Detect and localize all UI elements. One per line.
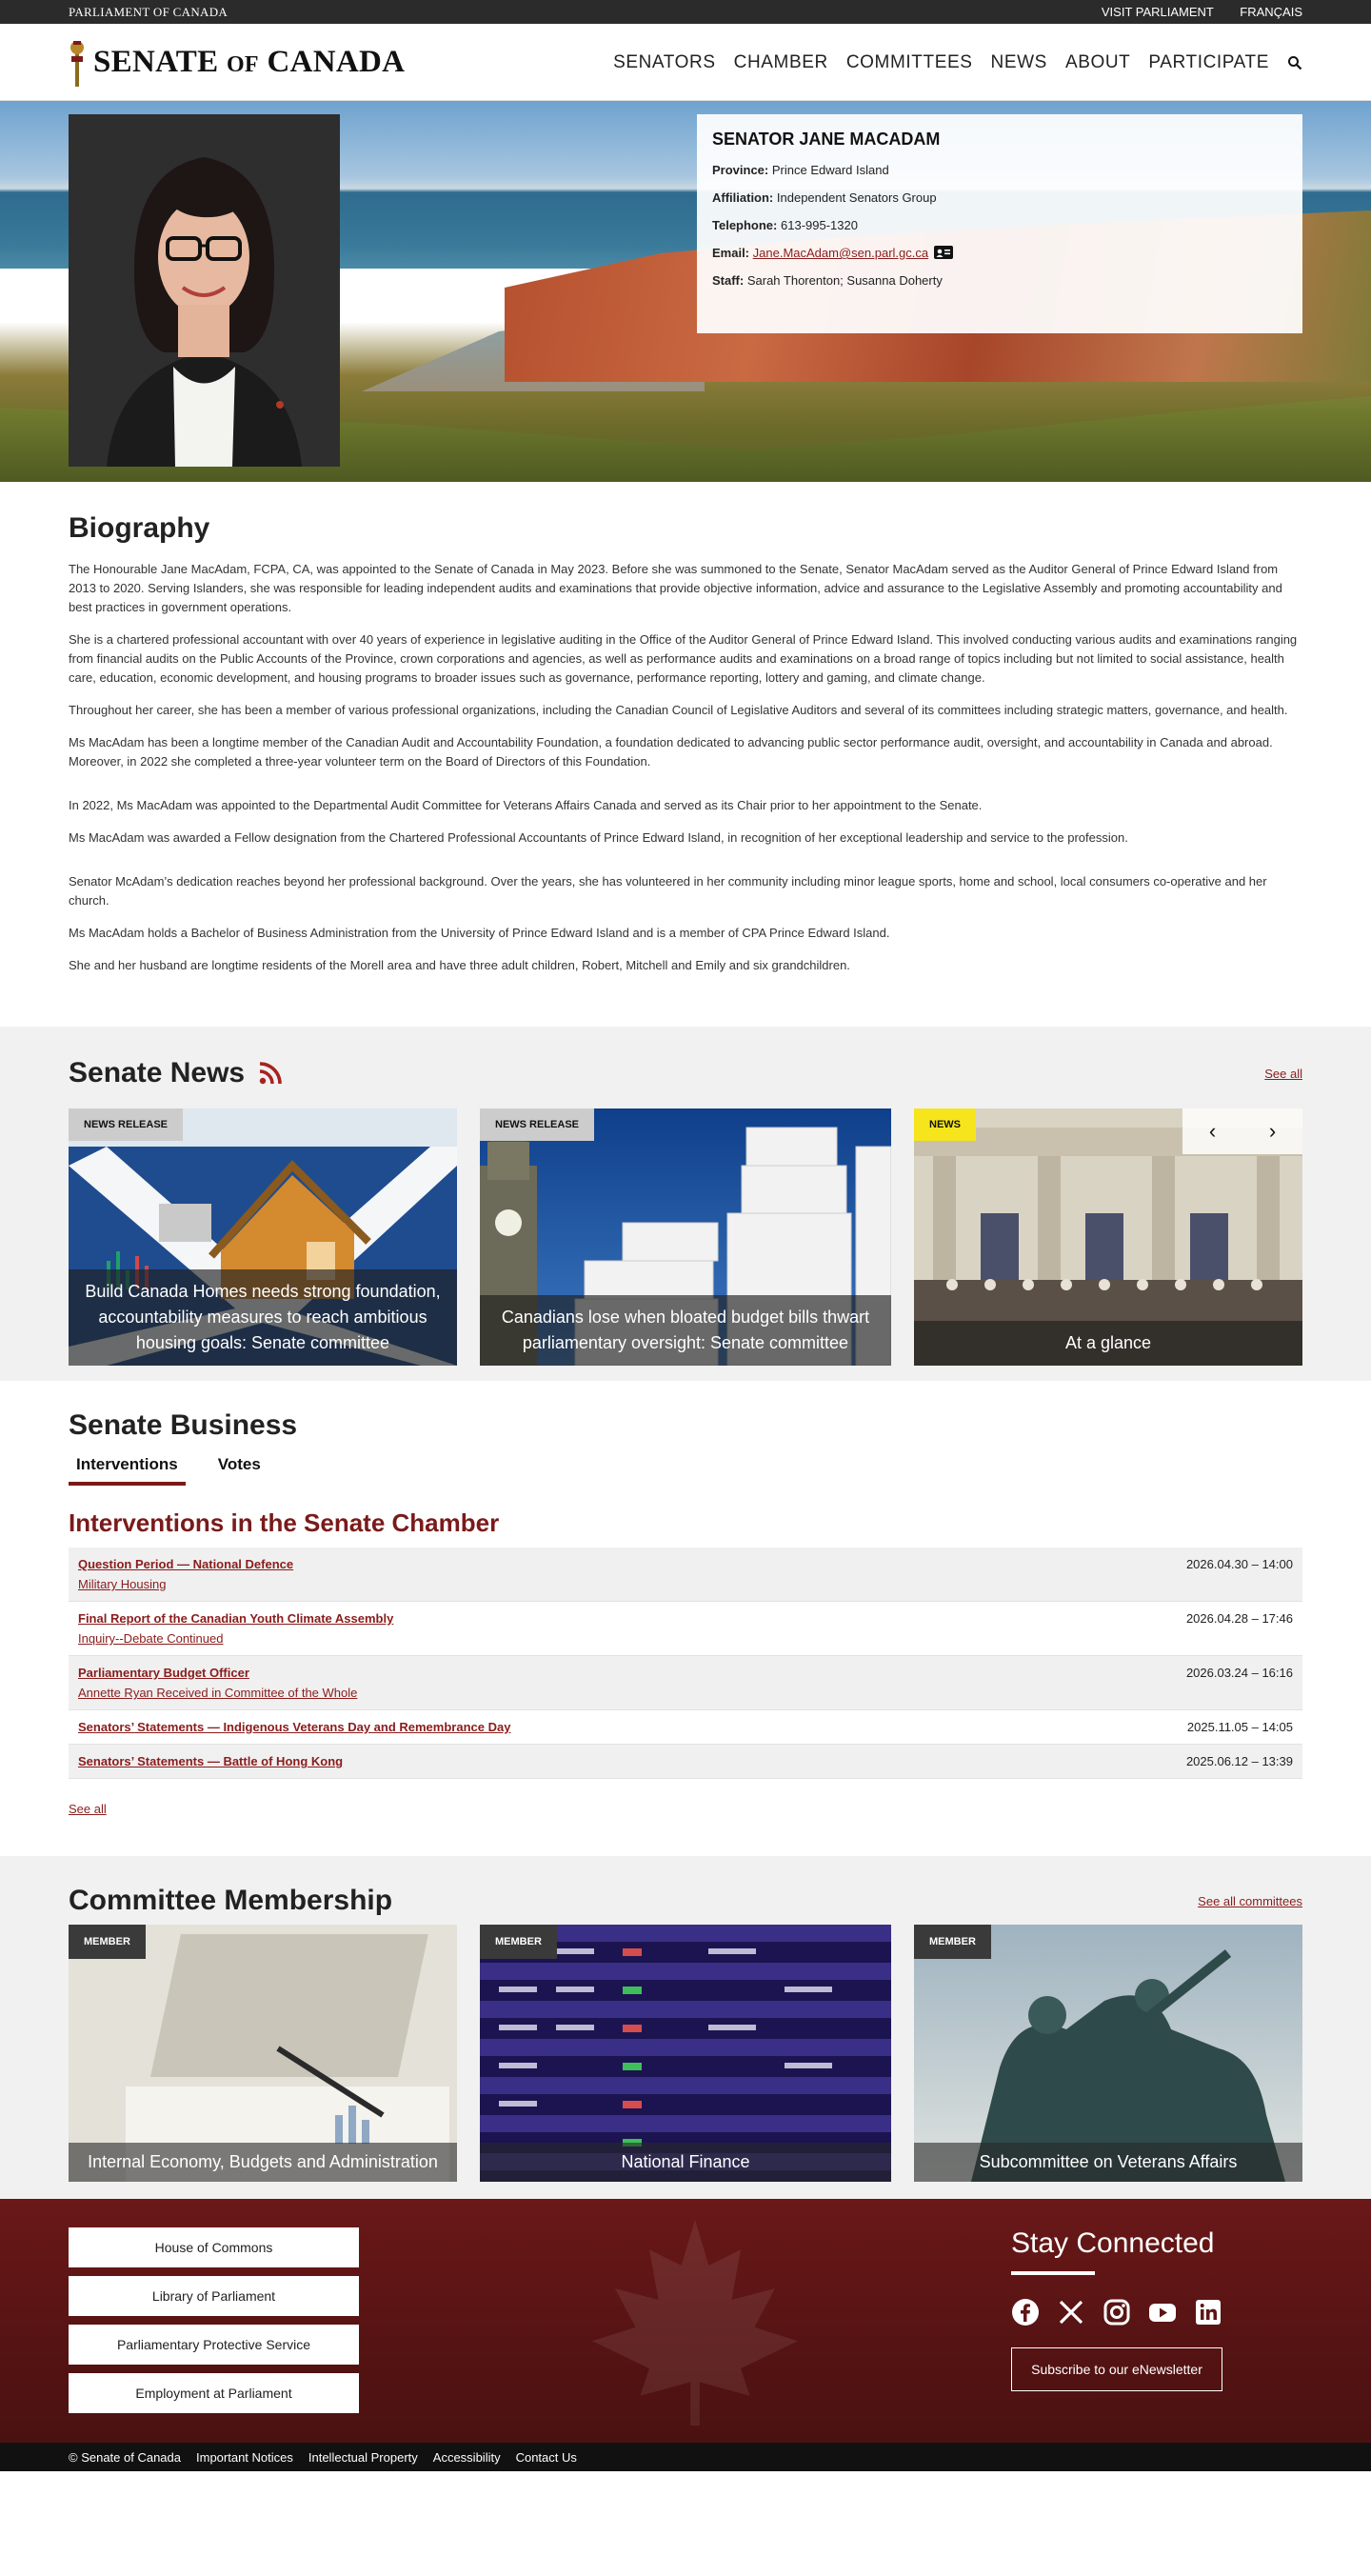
- news-card[interactable]: [480, 1108, 891, 1366]
- committee-card[interactable]: [480, 1925, 891, 2182]
- news-badge: NEWS RELEASE: [69, 1108, 183, 1141]
- intervention-row: [69, 1656, 1302, 1710]
- news-heading: [69, 1057, 283, 1089]
- affiliation-label: Affiliation:: [712, 190, 774, 205]
- intervention-title-link[interactable]: Parliamentary Budget Officer: [78, 1666, 249, 1680]
- committee-membership-section: [0, 1856, 1371, 2199]
- parliament-brand[interactable]: PARLIAMENT OF CANADA: [69, 4, 228, 19]
- intervention-date: 2025.11.05 – 14:05: [1186, 1720, 1293, 1734]
- instagram-icon[interactable]: [1103, 2298, 1131, 2326]
- tab-votes[interactable]: Votes: [217, 1455, 261, 1473]
- logo-word-of: OF: [226, 52, 259, 77]
- news-see-all-link[interactable]: See all: [1264, 1066, 1302, 1081]
- news-badge: NEWS RELEASE: [480, 1108, 594, 1141]
- committee-card[interactable]: [69, 1925, 457, 2182]
- facebook-icon[interactable]: [1011, 2298, 1040, 2326]
- bio-paragraph: She is a chartered professional accountant with over 40 years of experience in legislative auditing in the Office of the Auditor General of Prince Edward Island. This involved conducting various audits and examinations ranging from financial audits on the Public Accounts of the Province, crown corporations and agencies, as well as performance audits and examinations on a broad range of topics including but not limited to social assistance, health care, education, economic development, and housing programs to broader issues such as governance, performance reporting, lottery and gaming, and climate change.: [69, 632, 1298, 685]
- senate-business-section: [0, 1381, 1371, 1856]
- chevron-right-icon[interactable]: ›: [1268, 1119, 1277, 1143]
- contact-us-link[interactable]: Contact Us: [515, 2449, 577, 2465]
- intervention-row: [69, 1548, 1302, 1602]
- bio-paragraph: Senator McAdam’s dedication reaches beyond her professional background. Over the years, she has volunteered in her community including minor league sports, home and school, local consumers co-operative and her church.: [69, 874, 1267, 908]
- telephone-value: 613-995-1320: [781, 218, 858, 232]
- mace-icon: [69, 39, 86, 87]
- stay-connected-title: Stay Connected: [1011, 2227, 1215, 2259]
- portrait-illustration: [69, 114, 340, 467]
- bio-paragraph: Ms MacAdam holds a Bachelor of Business Administration from the University of Prince Edward Island and is a member of CPA Prince Edward Island.: [69, 926, 890, 940]
- province-row: [712, 163, 1287, 177]
- committee-card-caption[interactable]: Internal Economy, Budgets and Administration: [69, 2143, 457, 2182]
- committee-card-caption[interactable]: National Finance: [480, 2143, 891, 2182]
- senate-news-section: [0, 1027, 1371, 1381]
- member-badge: MEMBER: [480, 1925, 557, 1959]
- email-link[interactable]: Jane.MacAdam@sen.parl.gc.ca: [752, 246, 929, 260]
- biography-section: [0, 482, 1371, 1027]
- site-header: [0, 24, 1371, 101]
- senate-logo[interactable]: [69, 39, 405, 87]
- rss-icon[interactable]: [258, 1061, 283, 1086]
- carousel-controls: [1182, 1108, 1302, 1154]
- telephone-row: [712, 218, 1287, 232]
- footer-link-house-of-commons[interactable]: House of Commons: [69, 2227, 359, 2267]
- telephone-label: Telephone:: [712, 218, 778, 232]
- intervention-date: 2025.06.12 – 13:39: [1185, 1754, 1293, 1768]
- footer-link-protective-service[interactable]: Parliamentary Protective Service: [69, 2325, 359, 2365]
- affiliation-row: [712, 190, 1287, 205]
- interventions-list: [69, 1548, 1302, 1779]
- intervention-title-link[interactable]: Question Period — National Defence: [78, 1557, 294, 1571]
- intervention-date: 2026.04.30 – 14:00: [1185, 1557, 1293, 1571]
- business-title: Senate Business: [69, 1409, 298, 1441]
- x-icon[interactable]: [1057, 2298, 1085, 2326]
- maple-leaf-watermark: [495, 2208, 895, 2437]
- intervention-date: 2026.04.28 – 17:46: [1185, 1611, 1293, 1626]
- important-notices-link[interactable]: Important Notices: [196, 2449, 293, 2465]
- bio-paragraph: Ms MacAdam has been a longtime member of the Canadian Audit and Accountability Foundation, a foundation dedicated to advancing public sector performance audit, oversight, and accountability in Canada and abroad. Moreover, in 2022 she completed a three-year volunteer term on the Board of Directors of this Foundation.: [69, 735, 1273, 769]
- biography-title: Biography: [69, 512, 210, 544]
- subscribe-newsletter-button[interactable]: Subscribe to our eNewsletter: [1011, 2347, 1222, 2391]
- news-card-caption[interactable]: At a glance: [914, 1321, 1302, 1366]
- main-nav: [613, 52, 1302, 73]
- intervention-subtitle-link[interactable]: Military Housing: [78, 1577, 167, 1591]
- province-label: Province:: [712, 163, 769, 177]
- vcard-icon[interactable]: [934, 246, 953, 259]
- news-card[interactable]: [69, 1108, 457, 1366]
- interventions-see-all-link[interactable]: See all: [69, 1802, 107, 1816]
- footer-link-library[interactable]: Library of Parliament: [69, 2276, 359, 2316]
- committee-card-caption[interactable]: Subcommittee on Veterans Affairs: [914, 2143, 1302, 2182]
- news-badge: NEWS: [914, 1108, 976, 1141]
- intervention-date: 2026.03.24 – 16:16: [1185, 1666, 1293, 1680]
- intervention-title-link[interactable]: Senators’ Statements — Indigenous Veterans Day and Remembrance Day: [78, 1720, 511, 1734]
- province-value: Prince Edward Island: [771, 163, 889, 177]
- senator-contact-card: [697, 114, 1302, 333]
- youtube-icon[interactable]: [1148, 2298, 1177, 2326]
- site-footer: [0, 2199, 1371, 2443]
- logo-word-canada: CANADA: [267, 45, 406, 79]
- nav-about[interactable]: ABOUT: [1064, 51, 1131, 72]
- bio-paragraph: Throughout her career, she has been a member of various professional organizations, including the Canadian Council of Legislative Auditors and several of its committees including strategic matters, governance, and health.: [69, 703, 1288, 717]
- intervention-title-link[interactable]: Final Report of the Canadian Youth Climate Assembly: [78, 1611, 394, 1626]
- interventions-heading: Interventions in the Senate Chamber: [69, 1508, 500, 1537]
- nav-chamber[interactable]: CHAMBER: [733, 51, 828, 72]
- bio-paragraph: Ms MacAdam was awarded a Fellow designation from the Chartered Professional Accountants of Prince Edward Island, in recognition of her exceptional leadership and service to the profession.: [69, 830, 1128, 845]
- nav-committees[interactable]: COMMITTEES: [845, 51, 973, 72]
- senate-wordmark: [93, 45, 405, 80]
- senator-hero-banner: [0, 101, 1371, 482]
- nav-participate[interactable]: PARTICIPATE: [1148, 51, 1269, 72]
- staff-label: Staff:: [712, 273, 745, 288]
- news-card-caption[interactable]: Build Canada Homes needs strong foundation, accountability measures to reach ambitious housing goals: Senate committee: [69, 1269, 457, 1366]
- search-icon[interactable]: [1287, 55, 1302, 70]
- footer-links: [69, 2227, 359, 2422]
- intervention-subtitle-link[interactable]: Annette Ryan Received in Committee of the Whole: [78, 1686, 358, 1700]
- email-label: Email:: [712, 246, 750, 260]
- accessibility-link[interactable]: Accessibility: [432, 2449, 501, 2465]
- news-card-caption[interactable]: Canadians lose when bloated budget bills thwart parliamentary oversight: Senate committee: [480, 1295, 891, 1366]
- stay-connected-divider: [1011, 2271, 1095, 2275]
- bio-paragraph: In 2022, Ms MacAdam was appointed to the Departmental Audit Committee for Veterans Affairs Canada and served as its Chair prior to her appointment to the Senate.: [69, 798, 983, 812]
- tab-interventions[interactable]: Interventions: [69, 1455, 186, 1486]
- committee-card[interactable]: [914, 1925, 1302, 2182]
- committees-title: Committee Membership: [69, 1885, 393, 1916]
- staff-value: Sarah Thorenton; Susanna Doherty: [746, 273, 943, 288]
- committee-cards: [69, 1925, 1302, 2182]
- news-title: Senate News: [69, 1057, 246, 1088]
- email-row: [712, 246, 1287, 260]
- footer-link-employment[interactable]: Employment at Parliament: [69, 2373, 359, 2413]
- intervention-title-link[interactable]: Senators’ Statements — Battle of Hong Kong: [78, 1754, 344, 1768]
- news-carousel: [69, 1108, 1302, 1366]
- bio-paragraph: The Honourable Jane MacAdam, FCPA, CA, was appointed to the Senate of Canada in May 2023. Before she was summoned to the Senate, Senator MacAdam served as the Auditor General of Prince Edward Island from 2013 to 2020. Serving Islanders, she was responsible for leading independent audits and examinations that provide objective information, advice and assurance to the Legislative Assembly and promoting accountability and best practices in government operations.: [69, 562, 1282, 614]
- nav-news[interactable]: NEWS: [990, 51, 1047, 72]
- stay-connected: [1011, 2227, 1222, 2391]
- intervention-row: [69, 1602, 1302, 1656]
- intervention-row: [69, 1710, 1302, 1745]
- copyright-text: © Senate of Canada: [69, 2449, 181, 2465]
- business-tabs: [69, 1455, 1302, 1486]
- chevron-left-icon[interactable]: ‹: [1208, 1119, 1217, 1143]
- senator-name: SENATOR JANE MACADAM: [712, 130, 941, 149]
- staff-row: [712, 273, 1287, 288]
- nav-senators[interactable]: SENATORS: [613, 51, 716, 72]
- news-card[interactable]: [914, 1108, 1302, 1366]
- member-badge: MEMBER: [69, 1925, 146, 1959]
- bio-paragraph: She and her husband are longtime residents of the Morell area and have three adult children, Robert, Mitchell and Emily and six grandchildren.: [69, 958, 850, 972]
- intervention-subtitle-link[interactable]: Inquiry--Debate Continued: [78, 1631, 224, 1646]
- language-toggle-link[interactable]: FRANÇAIS: [1240, 5, 1302, 19]
- linkedin-icon[interactable]: [1194, 2298, 1222, 2326]
- social-icons: [1011, 2298, 1222, 2326]
- intellectual-property-link[interactable]: Intellectual Property: [308, 2449, 418, 2465]
- parliament-topbar: [0, 0, 1371, 24]
- logo-word-senate: SENATE: [93, 45, 219, 79]
- member-badge: MEMBER: [914, 1925, 991, 1959]
- affiliation-value: Independent Senators Group: [776, 190, 937, 205]
- footer-bottom-bar: [0, 2443, 1371, 2471]
- intervention-row: [69, 1745, 1302, 1779]
- see-all-committees-link[interactable]: See all committees: [1198, 1893, 1302, 1908]
- visit-parliament-link[interactable]: VISIT PARLIAMENT: [1101, 5, 1214, 19]
- senator-portrait: [69, 114, 340, 467]
